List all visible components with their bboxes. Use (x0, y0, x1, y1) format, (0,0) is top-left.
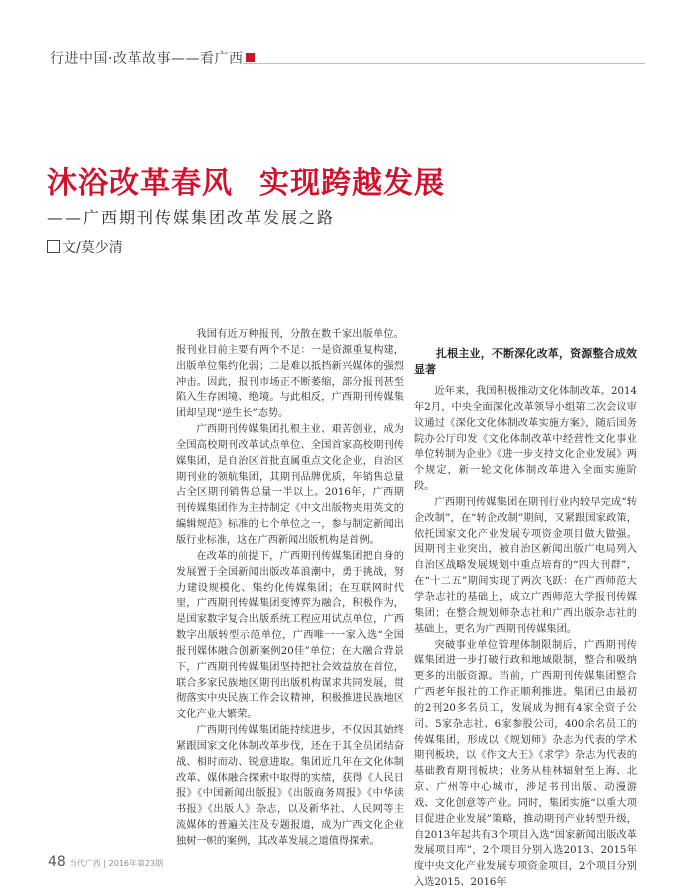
paragraph: 广西期刊传媒集团扎根主业、艰苦创业，成为全国高校期刊改革试点单位、全国首家高校期刊传媒集团，是自治区首批直属重点文化企业，自治区期刊业的领航集团，其期刊品牌优质，年销售总量占全区期刊销售总量一半以上。2016年，广西期刊传媒集团作为主持制定《中文出版物夹用英文的编辑规范》标准的七个单位之一，参与制定新闻出版行业标准，这在广西新闻出版机构是首例。 (176, 422, 404, 549)
article-title-part1: 沐浴改革春风 (47, 166, 233, 201)
paragraph: 近年来，我国积极推动文化体制改革。2014年2月，中央全面深化改革领导小组第二次会议审议通过《深化文化体制改革实施方案》，随后国务院办公厅印发《文化体制改革中经营性文化事业单位转制为企业》《进一步支持文化企业发展》两个规定，新一轮文化体制改革进入全面实施阶段。 (414, 384, 637, 495)
page-number: 48 (48, 854, 66, 870)
article-subtitle: ——广西期刊传媒集团改革发展之路 (47, 205, 335, 228)
article-title-part2: 实现跨越发展 (259, 166, 445, 201)
page-footer (48, 851, 163, 870)
author-byline (47, 237, 123, 257)
section-header (50, 48, 255, 68)
author-name: 文/莫少清 (62, 240, 123, 256)
square-box-icon (47, 240, 60, 253)
journal-info: 当代广西 | 2016年第23期 (69, 859, 163, 868)
paragraph: 广西期刊传媒集团在期刊行业内较早完成“转企改制”，在“转企改制”期间，又紧跟国家政策，依托国家文化产业发展专项资金项目做大做强。因期刊主业突出，被自治区新闻出版广电局列入自治区战略发展规划中重点培育的“四大刊群”，在“十二五”期间实现了两次飞跃：在广西师范大学杂志社的基础上，成立广西师范大学报刊传媒集团；在整合规划师杂志社和广西出版杂志社的基础上，更名为广西期刊传媒集团。 (414, 495, 637, 638)
left-column (176, 327, 404, 850)
header-divider (243, 63, 645, 64)
article-title (47, 158, 445, 202)
red-square-icon (246, 53, 255, 62)
section-header-text: 行进中国·改革故事——看广西 (50, 51, 243, 67)
paragraph: 在改革的前提下，广西期刊传媒集团把自身的发展置于全国新闻出版改革浪潮中，勇于挑战，努力建设规模化、集约化传媒集团；在互联网时代里，广西期刊传媒集团变博弈为融合，积极作为，是国家数字复合出版系统工程应用试点单位，广西数字出版转型示范单位，广西唯一一家入选“全国报刊媒体融合创新案例20佳”单位；在大融合背景下，广西期刊传媒集团坚持把社会效益放在首位，联合多家民族地区期刊出版机构谋求共同发展，贯彻落实中央民族工作会议精神，积极推进民族地区文化产业大繁荣。 (176, 549, 404, 723)
paragraph: 我国有近万种报刊，分散在数千家出版单位。报刊业目前主要有两个不足：一是资源重复构建，出版单位集约化弱；二是难以抵挡新兴媒体的强烈冲击。因此，报刊市场正不断萎缩，部分报刊甚至陷入生存困境、绝境。与此相反，广西期刊传媒集团却呈现“逆生长”态势。 (176, 327, 404, 422)
paragraph: 广西期刊传媒集团能持续进步，不仅因其始终紧跟国家文化体制改革步伐，还在于其全员团结奋战、相时而动、锐意进取。集团近几年在文化体制改革、媒体融合探索中取得的实绩，获得《人民日报》《中国新闻出版报》《出版商务周报》《中华读书报》《出版人》杂志，以及新华社、人民网等主流媒体的普遍关注及专题报道，成为广西文化企业独树一帜的案例，其改革发展之道值得探索。 (176, 723, 404, 850)
right-column (414, 346, 637, 891)
section-heading: 扎根主业，不断深化改革，资源整合成效显著 (414, 346, 637, 378)
paragraph: 突破事业单位管理体制限制后，广西期刊传媒集团进一步打破行政和地域限制，整合和吸纳更多的出版资源。当前，广西期刊传媒集团整合广西老年报社的工作正顺利推进。集团已由最初的2刊20多名员工，发展成为拥有4家全资子公司、5家杂志社、6家参股公司，400余名员工的传媒集团，形成以《规划师》杂志为代表的学术期刊板块，以《作文大王》《求学》杂志为代表的基础教育期刊板块；业务从桂林辐射至上海、北京、广州等中心城市，涉足书刊出版、动漫游戏、文化创意等产业。同时，集团实施“以重大项目促进企业发展”策略，推动期刊产业转型升级，自2013年起共有3个项目入选“国家新闻出版改革发展项目库”，2个项目分别入选2013、2015年度中央文化产业发展专项资金项目，2个项目分别入选2015、2016年 (414, 638, 637, 891)
